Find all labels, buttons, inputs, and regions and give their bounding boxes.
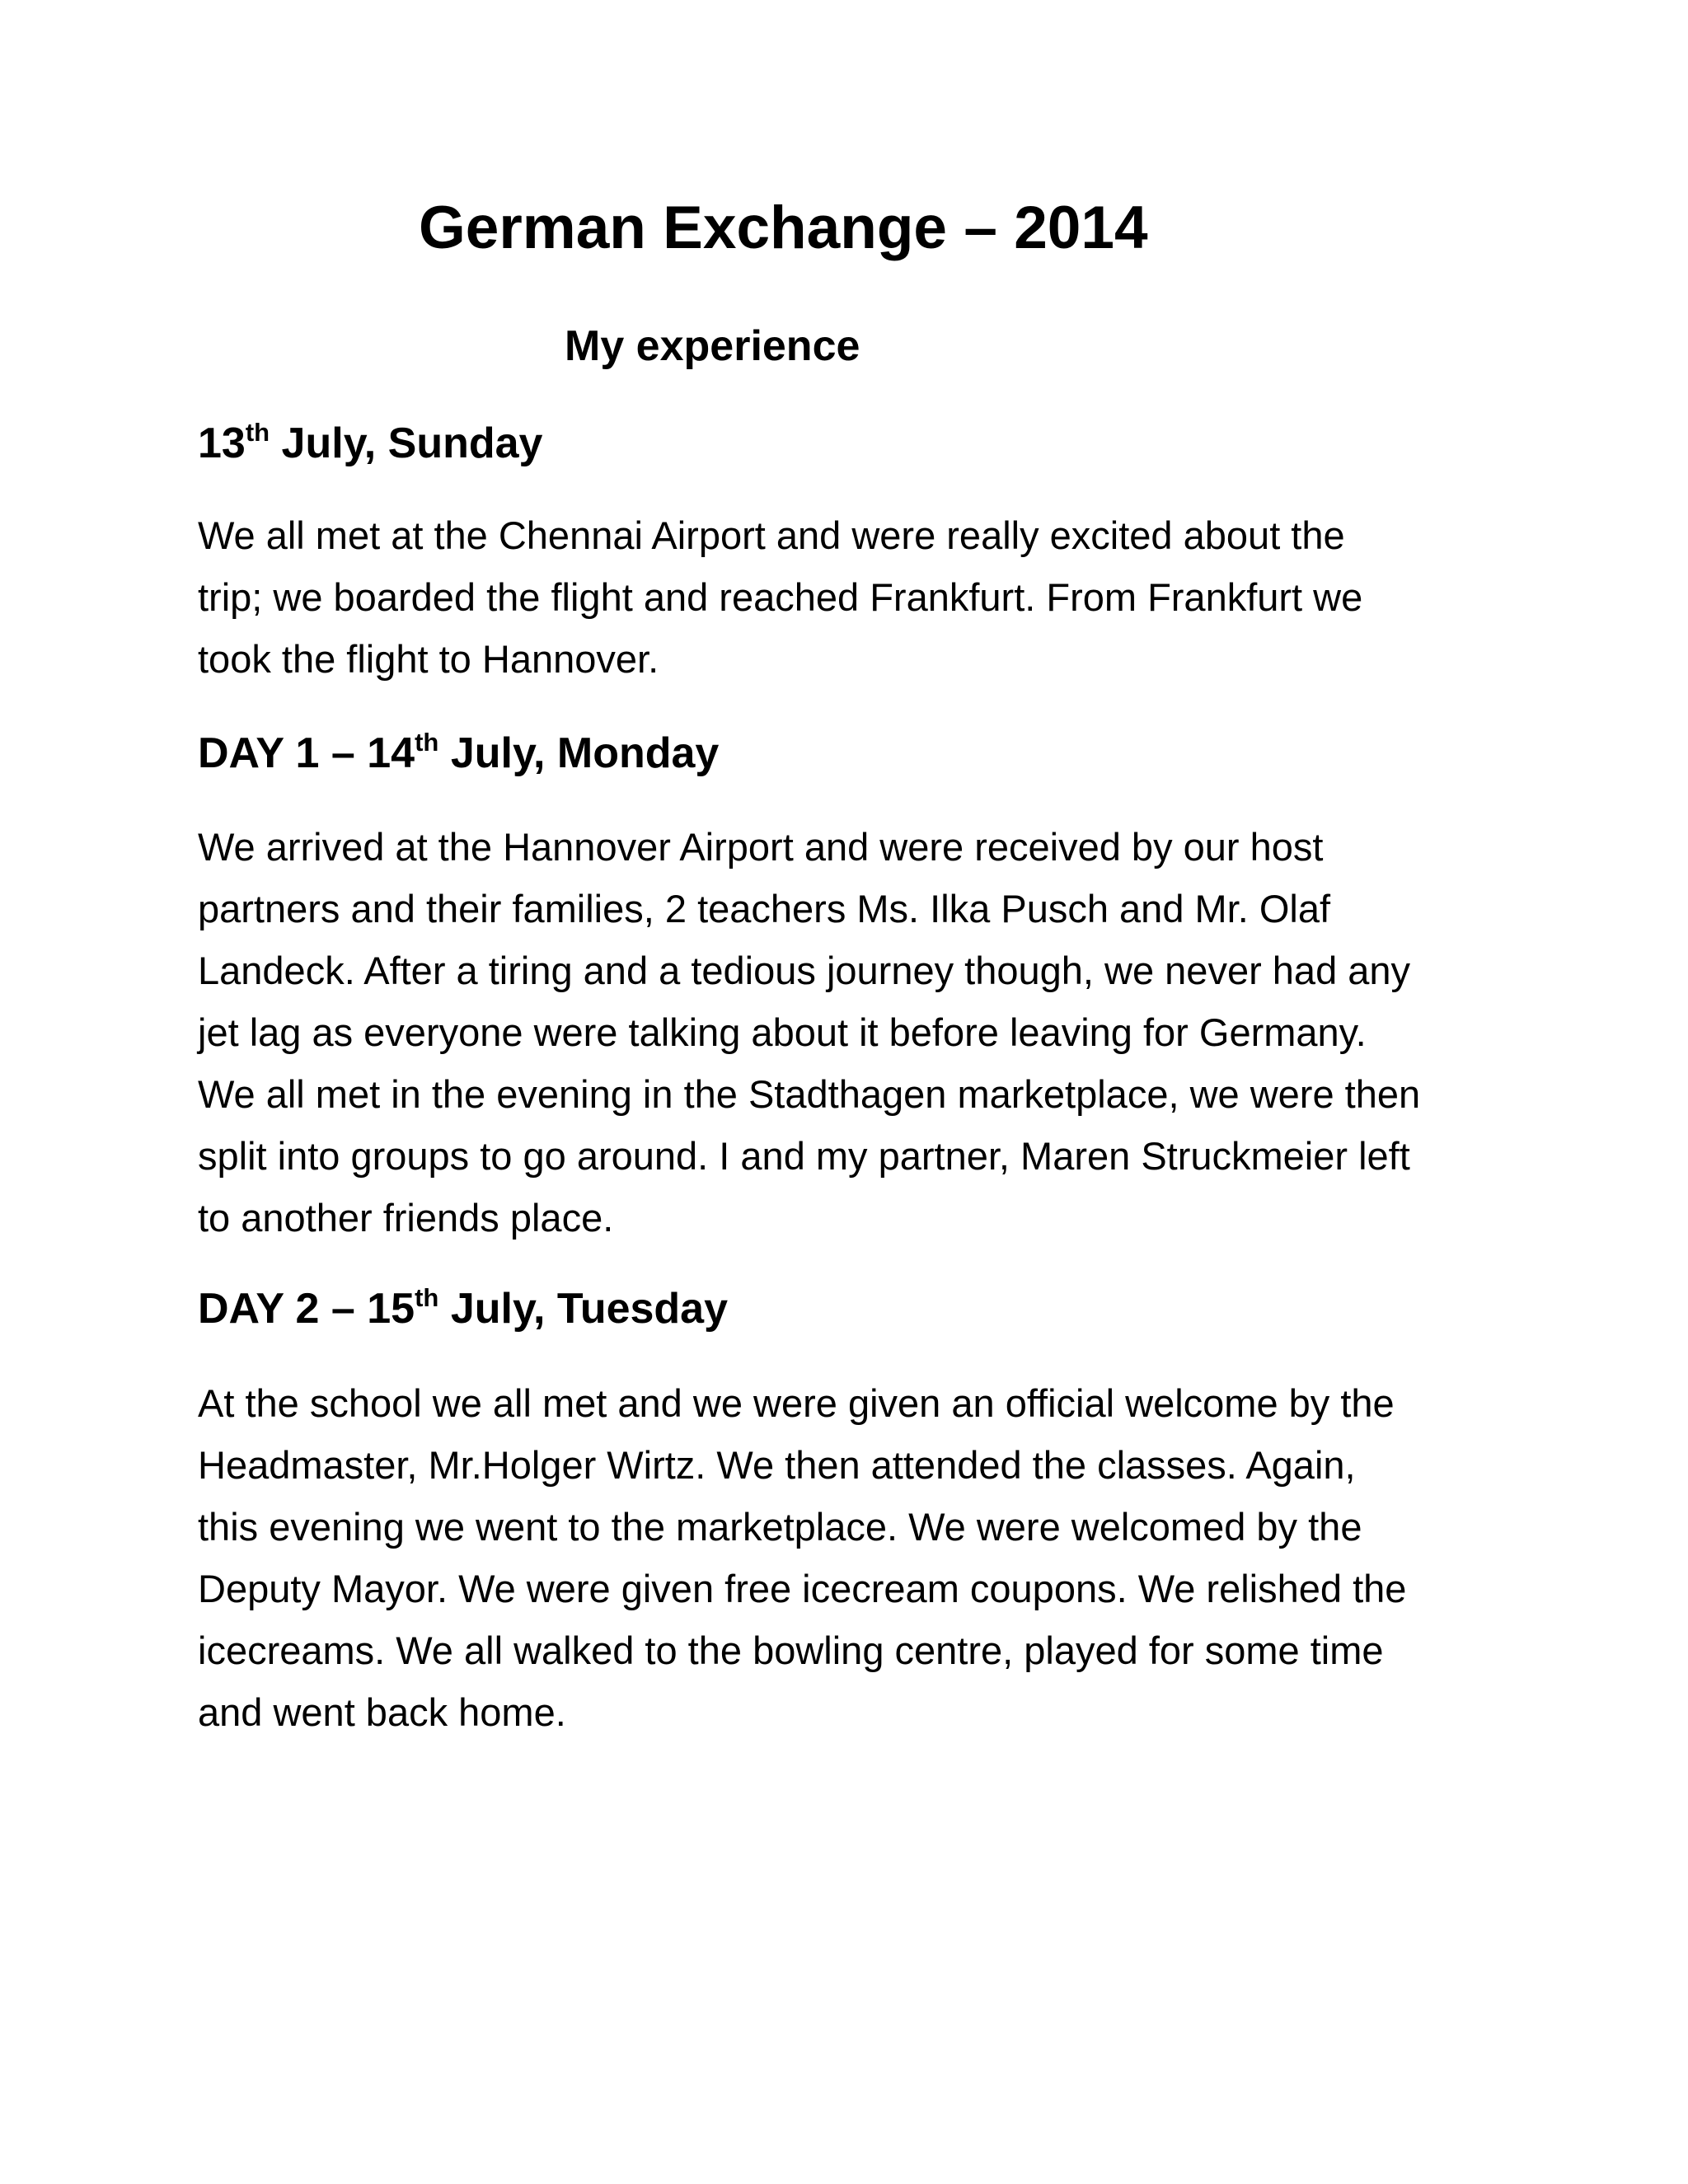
section-paragraph-2 bbox=[198, 816, 1500, 1249]
section-heading-2-rest: July, Monday bbox=[438, 729, 720, 777]
paragraph-line: We all met at the Chennai Airport and were really excited about the bbox=[198, 513, 1345, 557]
paragraph-line: took the flight to Hannover. bbox=[198, 637, 659, 681]
paragraph-line: trip; we boarded the flight and reached Frankfurt. From Frankfurt we bbox=[198, 575, 1363, 619]
paragraph-line: At the school we all met and we were given an official welcome by the bbox=[198, 1381, 1395, 1425]
section-heading-1 bbox=[198, 418, 543, 467]
paragraph-line: jet lag as everyone were talking about it before leaving for Germany. bbox=[198, 1010, 1367, 1054]
section-heading-2 bbox=[198, 728, 720, 777]
page-title: German Exchange – 2014 bbox=[419, 194, 1148, 261]
paragraph-line: We arrived at the Hannover Airport and were received by our host bbox=[198, 825, 1324, 869]
paragraph-line: to another friends place. bbox=[198, 1196, 614, 1240]
section-heading-3-prefix: DAY 2 – 15 bbox=[198, 1285, 415, 1333]
paragraph-line: Landeck. After a tiring and a tedious journey though, we never had any bbox=[198, 949, 1411, 992]
section-heading-1-rest: July, Sunday bbox=[270, 419, 543, 467]
paragraph-line: this evening we went to the marketplace. We were welcomed by the bbox=[198, 1505, 1362, 1549]
section-heading-3-rest: July, Tuesday bbox=[438, 1285, 729, 1333]
section-paragraph-3 bbox=[198, 1372, 1500, 1743]
paragraph-line: We all met in the evening in the Stadthagen marketplace, we were then bbox=[198, 1072, 1421, 1116]
paragraph-line: Deputy Mayor. We were given free icecream coupons. We relished the bbox=[198, 1567, 1407, 1610]
paragraph-line: partners and their families, 2 teachers Ms. Ilka Pusch and Mr. Olaf bbox=[198, 887, 1331, 930]
page-subtitle: My experience bbox=[565, 322, 860, 370]
paragraph-line: and went back home. bbox=[198, 1690, 566, 1734]
section-paragraph-1 bbox=[198, 504, 1500, 690]
section-heading-3-ordinal: th bbox=[415, 1283, 439, 1312]
paragraph-line: icecreams. We all walked to the bowling centre, played for some time bbox=[198, 1629, 1384, 1672]
section-heading-2-prefix: DAY 1 – 14 bbox=[198, 729, 415, 777]
section-heading-1-prefix: 13 bbox=[198, 419, 246, 467]
section-heading-3 bbox=[198, 1283, 729, 1333]
section-heading-2-ordinal: th bbox=[415, 728, 439, 757]
section-heading-1-ordinal: th bbox=[245, 418, 270, 447]
paragraph-line: Headmaster, Mr.Holger Wirtz. We then attended the classes. Again, bbox=[198, 1443, 1356, 1487]
paragraph-line: split into groups to go around. I and my partner, Maren Struckmeier left bbox=[198, 1134, 1410, 1178]
